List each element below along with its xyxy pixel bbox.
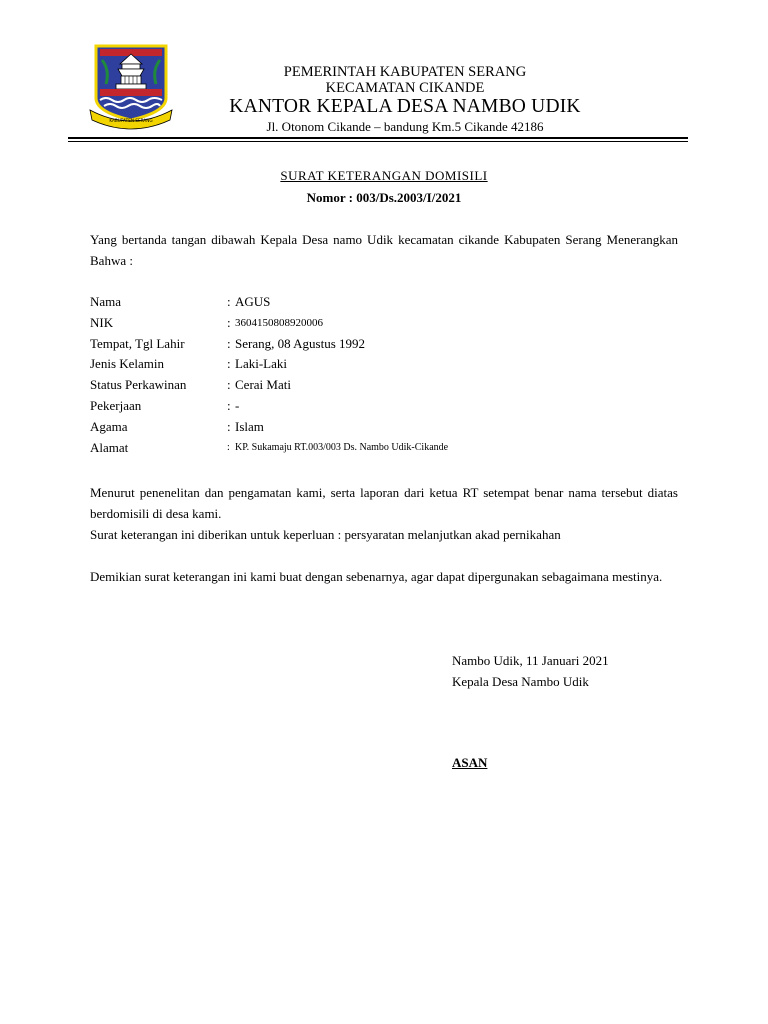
field-label: NIK bbox=[90, 314, 114, 330]
purpose-paragraph: Surat keterangan ini diberikan untuk keperluan : persyaratan melanjutkan akad pernikahan bbox=[90, 527, 561, 542]
letterhead-address: Jl. Otonom Cikande – bandung Km.5 Cikande 42186 bbox=[266, 119, 544, 134]
letterhead-district: KECAMATAN CIKANDE bbox=[325, 80, 485, 96]
field-label: Pekerjaan bbox=[90, 397, 142, 413]
research-paragraph: Menurut penenelitan dan pengamatan kami, serta laporan dari ketua RT setempat benar nama tersebut diatas berdomisili di desa kami. bbox=[90, 485, 678, 521]
field-colon: : bbox=[227, 441, 230, 453]
signature-place-date: Nambo Udik, 11 Januari 2021 bbox=[452, 653, 609, 668]
document-number: Nomor : 003/Ds.2003/I/2021 bbox=[306, 190, 462, 205]
field-value: - bbox=[235, 397, 240, 413]
regency-emblem-logo bbox=[88, 40, 174, 132]
field-value: 3604150808920006 bbox=[235, 316, 323, 329]
field-label: Alamat bbox=[90, 439, 129, 455]
opening-paragraph: Yang bertanda tangan dibawah Kepala Desa namo Udik kecamatan cikande Kabupaten Serang Menerangkan Bahwa : bbox=[90, 232, 678, 268]
emblem-motto-text: KABUPATEN SERANG bbox=[109, 118, 153, 123]
letterhead-divider-thin bbox=[68, 141, 688, 142]
field-value: Cerai Mati bbox=[235, 377, 291, 393]
signature-position: Kepala Desa Nambo Udik bbox=[452, 674, 589, 689]
letterhead-divider-thick bbox=[68, 137, 688, 139]
field-colon: : bbox=[227, 356, 231, 372]
letterhead-government: PEMERINTAH KABUPATEN SERANG bbox=[283, 64, 527, 80]
field-colon: : bbox=[227, 314, 231, 330]
field-label: Agama bbox=[90, 418, 128, 434]
signer-name: ASAN bbox=[452, 755, 488, 770]
field-value: AGUS bbox=[235, 294, 271, 309]
field-colon: : bbox=[227, 397, 231, 413]
field-value: Islam bbox=[235, 418, 264, 434]
field-label: Status Perkawinan bbox=[90, 377, 187, 393]
field-colon: : bbox=[227, 294, 231, 309]
letterhead bbox=[190, 64, 620, 135]
field-colon: : bbox=[227, 377, 231, 393]
field-colon: : bbox=[227, 418, 231, 434]
closing-paragraph: Demikian surat keterangan ini kami buat dengan sebenarnya, agar dapat dipergunakan sebagaimana mestinya. bbox=[90, 569, 663, 584]
field-value: Laki-Laki bbox=[235, 356, 287, 372]
field-label: Tempat, Tgl Lahir bbox=[90, 335, 185, 351]
field-label: Jenis Kelamin bbox=[90, 356, 165, 372]
field-label: Nama bbox=[90, 294, 122, 309]
field-value: Serang, 08 Agustus 1992 bbox=[235, 335, 365, 351]
letterhead-office: KANTOR KEPALA DESA NAMBO UDIK bbox=[229, 96, 581, 117]
document-title: SURAT KETERANGAN DOMISILI bbox=[280, 168, 488, 183]
field-colon: : bbox=[227, 335, 231, 351]
field-value: KP. Sukamaju RT.003/003 Ds. Nambo Udik-Cikande bbox=[235, 441, 449, 453]
